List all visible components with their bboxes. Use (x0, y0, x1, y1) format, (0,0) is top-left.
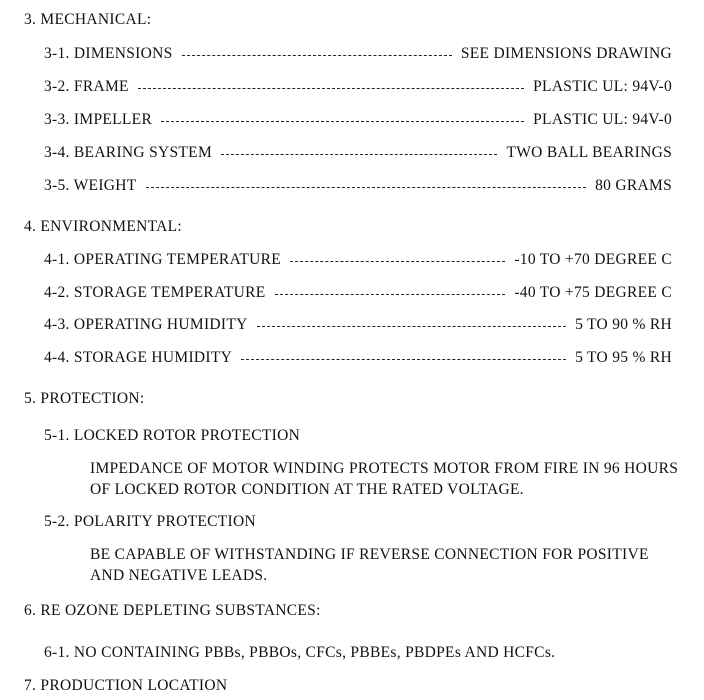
leader-line (161, 120, 524, 122)
spec-label: 3-4. BEARING SYSTEM (44, 144, 213, 161)
spec-row-dimensions (44, 44, 672, 64)
section-heading-ozone: 6. RE OZONE DEPLETING SUBSTANCES: (24, 602, 321, 619)
subitem-label-polarity: 5-2. POLARITY PROTECTION (44, 513, 256, 530)
spec-label: 4-2. STORAGE TEMPERATURE (44, 284, 266, 301)
spec-value: SEE DIMENSIONS DRAWING (460, 45, 672, 62)
subitem-label-no-containing: 6-1. NO CONTAINING PBBs, PBBOs, CFCs, PBBEs, PBDPEs AND HCFCs. (44, 644, 556, 661)
spec-row-bearing-system (44, 143, 672, 163)
spec-label: 4-4. STORAGE HUMIDITY (44, 349, 233, 366)
spec-row-storage-temperature (44, 283, 672, 303)
leader-line (241, 358, 566, 360)
spec-value: -10 TO +70 DEGREE C (514, 251, 672, 268)
section-heading-protection: 5. PROTECTION: (24, 390, 145, 407)
spec-row-operating-temperature (44, 250, 672, 270)
leader-line (290, 260, 505, 262)
spec-row-impeller (44, 110, 672, 130)
spec-value: 80 GRAMS (595, 177, 672, 194)
spec-label: 3-5. WEIGHT (44, 177, 137, 194)
spec-row-storage-humidity (44, 348, 672, 368)
section-heading-environmental: 4. ENVIRONMENTAL: (24, 218, 182, 235)
subitem-text-polarity: BE CAPABLE OF WITHSTANDING IF REVERSE CONNECTION FOR POSITIVE AND NEGATIVE LEADS. (90, 546, 649, 584)
spec-label: 3-3. IMPELLER (44, 111, 153, 128)
spec-label: 3-1. DIMENSIONS (44, 45, 173, 62)
spec-value: PLASTIC UL: 94V-0 (533, 111, 672, 128)
subitem-text-locked-rotor: IMPEDANCE OF MOTOR WINDING PROTECTS MOTOR FROM FIRE IN 96 HOURS OF LOCKED ROTOR CONDITION AT THE RATED VOLTAGE. (90, 460, 679, 498)
spec-value: 5 TO 95 % RH (575, 349, 672, 366)
leader-line (146, 186, 587, 188)
leader-line (257, 325, 566, 327)
spec-label: 4-3. OPERATING HUMIDITY (44, 316, 248, 333)
spec-label: 3-2. FRAME (44, 78, 129, 95)
subitem-label-locked-rotor: 5-1. LOCKED ROTOR PROTECTION (44, 427, 301, 444)
spec-value: TWO BALL BEARINGS (506, 144, 672, 161)
leader-line (182, 54, 452, 56)
spec-row-weight (44, 176, 672, 196)
spec-label: 4-1. OPERATING TEMPERATURE (44, 251, 282, 268)
spec-row-frame (44, 77, 672, 97)
section-heading-mechanical: 3. MECHANICAL: (24, 11, 152, 28)
section-heading-production-location: 7. PRODUCTION LOCATION (24, 677, 228, 694)
spec-value: 5 TO 90 % RH (575, 316, 672, 333)
spec-value: PLASTIC UL: 94V-0 (533, 78, 672, 95)
leader-line (221, 153, 497, 155)
spec-row-operating-humidity (44, 315, 672, 335)
leader-line (138, 87, 524, 89)
leader-line (275, 293, 506, 295)
spec-value: -40 TO +75 DEGREE C (514, 284, 672, 301)
